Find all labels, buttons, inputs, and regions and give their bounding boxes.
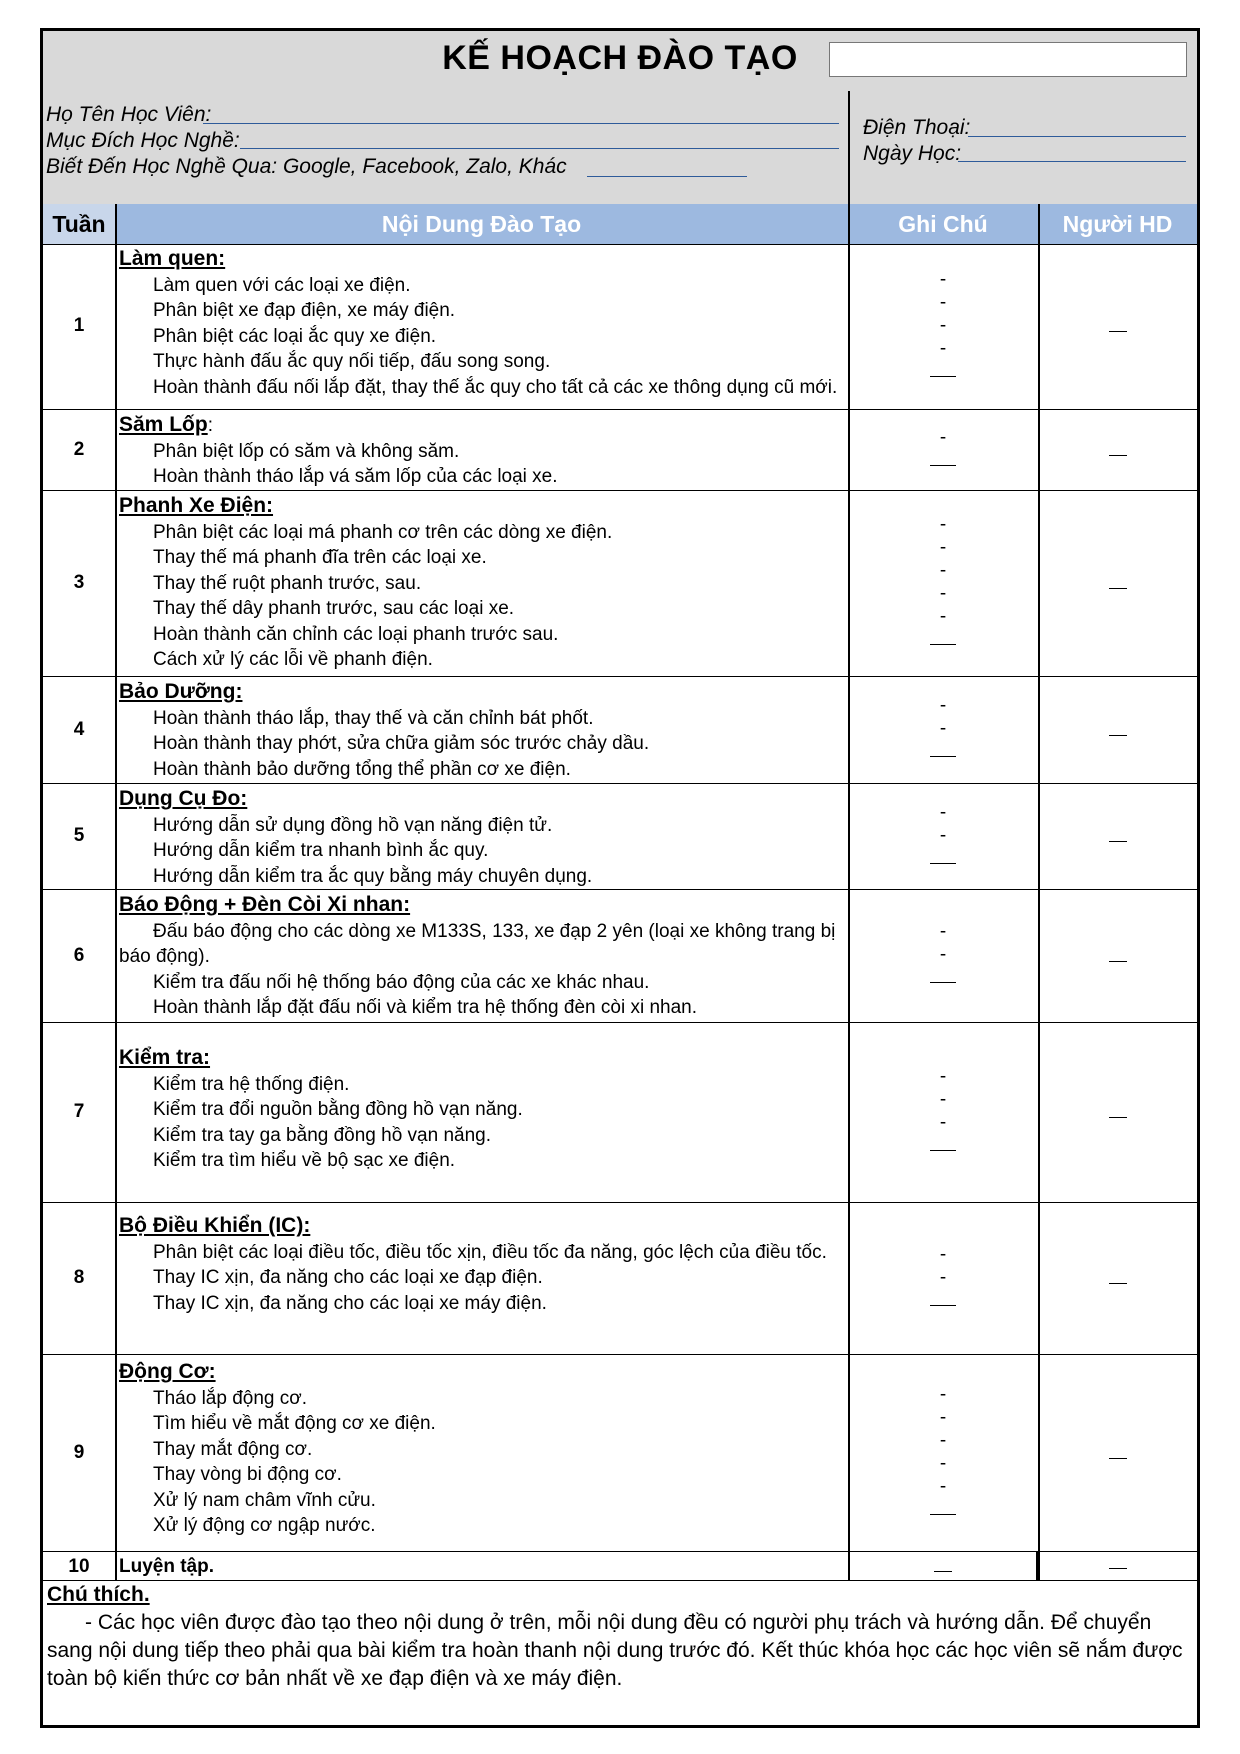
instructor-line <box>1109 576 1127 589</box>
instructor-cell[interactable] <box>1038 576 1197 594</box>
content-item: Kiểm tra hệ thống điện. <box>153 1073 350 1095</box>
instructor-cell[interactable] <box>1038 443 1197 461</box>
content-heading: Bộ Điều Khiển (IC): <box>119 1214 311 1237</box>
student-name-field[interactable] <box>203 123 839 124</box>
note-line <box>930 1140 956 1151</box>
purpose-field[interactable] <box>240 148 839 149</box>
footnote-heading: Chú thích. <box>47 1583 150 1606</box>
instructor-cell[interactable] <box>1038 1271 1197 1289</box>
note-dash: - <box>939 1112 947 1133</box>
content-item: Phân biệt các loại điều tốc, điều tốc xịn, điều tốc đa năng, góc lệch của điều tốc. <box>153 1241 827 1263</box>
content-heading: Báo Động + Đèn Còi Xi nhan: <box>119 893 411 916</box>
training-content <box>119 493 839 673</box>
footnote-body: - Các học viên được đào tạo theo nội dung ở trên, mỗi nội dung đều có người phụ trách và hướng dẫn. Để chuyển sang nội dung tiếp theo phải qua bài kiểm tra hoàn thanh nội dung trước đó. Kết thúc khóa học các học viên sẽ nắm được toàn bộ kiến thức cơ bản nhất về xe đạp điện và xe máy điện. <box>47 1611 1183 1690</box>
note-line <box>930 366 956 377</box>
col-notes-header: Ghi Chú <box>898 211 988 237</box>
content-heading: Kiểm tra: <box>119 1046 211 1069</box>
note-line <box>930 746 956 757</box>
note-dash <box>848 847 1038 870</box>
training-content <box>119 786 839 889</box>
content-item: Tháo lắp động cơ. <box>153 1387 308 1409</box>
title-code-field[interactable] <box>829 42 1187 77</box>
instructor-cell[interactable] <box>1038 829 1197 847</box>
content-heading: Làm quen: <box>119 247 226 270</box>
content-item: Kiểm tra đấu nối hệ thống báo động của các xe khác nhau. <box>153 971 650 993</box>
note-dash: - <box>939 560 947 581</box>
table-row <box>43 1203 1197 1355</box>
training-content <box>119 246 839 400</box>
note-dash <box>848 360 1038 383</box>
instructor-line <box>1109 1446 1127 1459</box>
note-dash: - <box>939 944 947 965</box>
col-line-content <box>848 204 850 1581</box>
date-label: Ngày Học: <box>863 142 962 165</box>
instructor-cell[interactable] <box>1038 1446 1197 1464</box>
week-number: 8 <box>73 1267 85 1288</box>
instructor-line <box>1109 1556 1127 1569</box>
note-marks <box>848 694 1038 763</box>
source-label: Biết Đến Học Nghề Qua: Google, Facebook, Zalo, Khác <box>46 155 567 178</box>
footnote-section <box>43 1581 1197 1693</box>
content-item: Hoàn thành tháo lắp vá săm lốp của các loại xe. <box>153 466 558 487</box>
instructor-cell[interactable] <box>1038 949 1197 967</box>
training-content <box>119 1213 839 1316</box>
note-dash <box>848 449 1038 472</box>
col-instructor-header: Người HD <box>1062 211 1173 237</box>
note-line <box>930 634 956 645</box>
week-number: 10 <box>68 1556 90 1577</box>
week-number: 3 <box>73 572 85 593</box>
phone-label: Điện Thoại: <box>863 116 971 139</box>
note-line <box>930 1295 956 1306</box>
note-line <box>930 853 956 864</box>
instructor-line <box>1109 723 1127 736</box>
content-item: Hướng dẫn kiểm tra nhanh bình ắc quy. <box>153 840 489 861</box>
note-marks <box>848 513 1038 651</box>
note-dash: - <box>939 268 947 290</box>
student-info-section <box>43 91 1197 205</box>
table-row <box>43 1023 1197 1203</box>
content-heading: Phanh Xe Điện: <box>119 494 274 517</box>
instructor-line <box>1109 1105 1127 1118</box>
col-line-notes <box>1038 204 1040 1581</box>
instructor-line <box>1109 1271 1127 1284</box>
content-item: Phân biệt xe đạp điện, xe máy điện. <box>153 300 456 321</box>
content-item: Thay IC xịn, đa năng cho các loại xe máy điện. <box>153 1292 547 1314</box>
note-dash: - <box>939 426 947 448</box>
content-item: Hướng dẫn sử dụng đồng hồ vạn năng điện tử. <box>153 814 553 836</box>
date-field[interactable] <box>958 161 1186 162</box>
content-item: Thay thế dây phanh trước, sau các loại xe. <box>153 598 515 619</box>
training-content <box>119 1359 839 1539</box>
table-header <box>43 204 1197 245</box>
note-dash <box>848 1498 1038 1521</box>
content-item: Cách xử lý các lỗi về phanh điện. <box>153 649 433 670</box>
content-heading: Động Cơ: <box>119 1360 216 1383</box>
col-line-week <box>115 204 117 1581</box>
week-number: 4 <box>73 718 85 740</box>
content-item: Xử lý nam châm vĩnh cửu. <box>153 1489 376 1511</box>
note-dash: - <box>939 583 947 604</box>
instructor-line <box>1109 949 1127 962</box>
table-row <box>43 784 1197 890</box>
week-number: 6 <box>73 944 85 966</box>
source-field[interactable] <box>587 176 747 177</box>
student-name-label: Họ Tên Học Viên: <box>46 103 212 126</box>
training-content <box>119 679 839 782</box>
content-item: Hướng dẫn kiểm tra ắc quy bằng máy chuyên dụng. <box>153 865 593 887</box>
table-row <box>43 491 1197 677</box>
content-item: Kiểm tra tay ga bằng đồng hồ vạn năng. <box>153 1124 492 1146</box>
note-dash: - <box>939 1089 947 1110</box>
note-dash: - <box>939 314 947 336</box>
content-heading: Bảo Dưỡng: <box>119 680 243 703</box>
content-item: Thay IC xịn, đa năng cho các loại xe đạp điện. <box>153 1267 543 1288</box>
week-number: 1 <box>73 315 85 336</box>
col-content-header: Nội Dung Đào Tạo <box>381 211 582 237</box>
content-item: Phân biệt các loại má phanh cơ trên các dòng xe điện. <box>153 521 613 543</box>
content-item: Thay mắt động cơ. <box>153 1438 313 1460</box>
week-number: 7 <box>73 1101 85 1122</box>
content-item: Hoàn thành căn chỉnh các loại phanh trước sau. <box>153 623 559 645</box>
content-item: Thay thế má phanh đĩa trên các loại xe. <box>153 547 487 568</box>
note-dash: - <box>939 291 947 313</box>
content-item: Tìm hiểu về mắt động cơ xe điện. <box>153 1413 436 1434</box>
content-item: Phân biệt các loại ắc quy xe điện. <box>153 325 437 347</box>
note-dash <box>848 1289 1038 1312</box>
note-marks <box>848 1065 1038 1157</box>
content-item: Làm quen với các loại xe điện. <box>153 274 411 296</box>
note-dash <box>848 740 1038 763</box>
page-title: KẾ HOẠCH ĐÀO TẠO <box>442 39 798 77</box>
note-dash: - <box>939 1266 947 1288</box>
note-dash: - <box>939 537 947 558</box>
note-dash: - <box>939 1066 947 1087</box>
note-dash: - <box>939 718 947 739</box>
content-item: Phân biệt lốp có săm và không săm. <box>153 440 460 462</box>
note-dash: - <box>939 514 947 535</box>
info-divider <box>848 91 850 204</box>
training-content <box>119 412 839 490</box>
content-item: Hoàn thành tháo lắp, thay thế và căn chỉnh bát phốt. <box>153 707 594 729</box>
instructor-line <box>1109 443 1127 456</box>
note-dash: - <box>939 1475 947 1497</box>
instructor-line <box>1109 829 1127 842</box>
note-marks <box>848 1383 1038 1521</box>
note-dash: - <box>939 606 947 627</box>
note-dash: - <box>939 1429 947 1451</box>
note-dash: - <box>939 337 947 359</box>
content-item: Xử lý động cơ ngập nước. <box>153 1515 376 1536</box>
instructor-line <box>1109 319 1127 332</box>
content-item: Thực hành đấu ắc quy nối tiếp, đấu song song. <box>153 351 551 372</box>
week-number: 5 <box>73 825 85 846</box>
note-dash: - <box>939 695 947 716</box>
note-dash <box>848 1134 1038 1157</box>
instructor-cell[interactable] <box>1038 1556 1197 1574</box>
table-row <box>43 1552 1197 1581</box>
note-marks <box>848 920 1038 989</box>
content-item: Kiểm tra đổi nguồn bằng đồng hồ vạn năng. <box>153 1099 523 1120</box>
note-marks <box>848 268 1038 383</box>
training-content <box>119 1045 839 1174</box>
content-item: Kiểm tra tìm hiểu về bộ sạc xe điện. <box>153 1150 456 1171</box>
content-item: Thay vòng bi động cơ. <box>153 1464 342 1485</box>
instructor-cell[interactable] <box>1038 319 1197 337</box>
week-number: 2 <box>73 438 85 460</box>
week-number: 9 <box>73 1441 85 1463</box>
content-item: Hoàn thành thay phớt, sửa chữa giảm sóc trước chảy dầu. <box>153 733 650 754</box>
note-dash: - <box>939 1383 947 1405</box>
note-dash <box>848 966 1038 989</box>
table-row <box>43 677 1197 784</box>
training-content <box>119 892 839 1021</box>
note-dash: - <box>939 1243 947 1265</box>
note-dash: - <box>939 921 947 942</box>
col-week-header: Tuần <box>43 204 115 244</box>
note-marks <box>848 426 1038 472</box>
note-marks <box>848 801 1038 870</box>
note-line <box>934 1561 952 1572</box>
instructor-cell[interactable] <box>1038 1105 1197 1123</box>
note-marks <box>848 1243 1038 1312</box>
content-item: Hoàn thành lắp đặt đấu nối và kiểm tra hệ thống đèn còi xi nhan. <box>153 997 697 1018</box>
table-row <box>43 410 1197 491</box>
table-row <box>43 244 1197 410</box>
note-dash: - <box>939 1452 947 1474</box>
content-heading: Luyện tập. <box>119 1556 215 1577</box>
content-heading: Dụng Cụ Đo: <box>119 787 248 810</box>
content-item: Đấu báo động cho các dòng xe M133S, 133, xe đạp 2 yên (loại xe không trang bị báo động). <box>119 920 836 967</box>
note-marks <box>848 1554 1038 1580</box>
instructor-cell[interactable] <box>1038 723 1197 741</box>
phone-field[interactable] <box>968 136 1186 137</box>
table-row <box>43 890 1197 1023</box>
note-dash: - <box>939 1406 947 1428</box>
col-line-notes-thick <box>1036 1552 1040 1581</box>
training-content <box>119 1554 839 1580</box>
training-plan-sheet <box>40 28 1200 1728</box>
note-line <box>930 1504 956 1515</box>
purpose-label: Mục Đích Học Nghề: <box>46 129 240 152</box>
table-row <box>43 1355 1197 1552</box>
note-line <box>930 455 956 466</box>
note-line <box>930 972 956 983</box>
content-heading: Săm Lốp <box>119 413 208 436</box>
note-dash: - <box>939 801 947 823</box>
note-dash <box>848 628 1038 651</box>
content-item: Hoàn thành bảo dưỡng tổng thể phần cơ xe điện. <box>153 758 571 780</box>
note-dash: - <box>939 824 947 846</box>
content-heading-suffix: : <box>207 415 213 436</box>
title-band <box>43 31 1197 92</box>
content-item: Hoàn thành đấu nối lắp đặt, thay thế ắc quy cho tất cả các xe thông dụng cũ mới. <box>153 376 838 398</box>
content-item: Thay thế ruột phanh trước, sau. <box>153 572 422 594</box>
